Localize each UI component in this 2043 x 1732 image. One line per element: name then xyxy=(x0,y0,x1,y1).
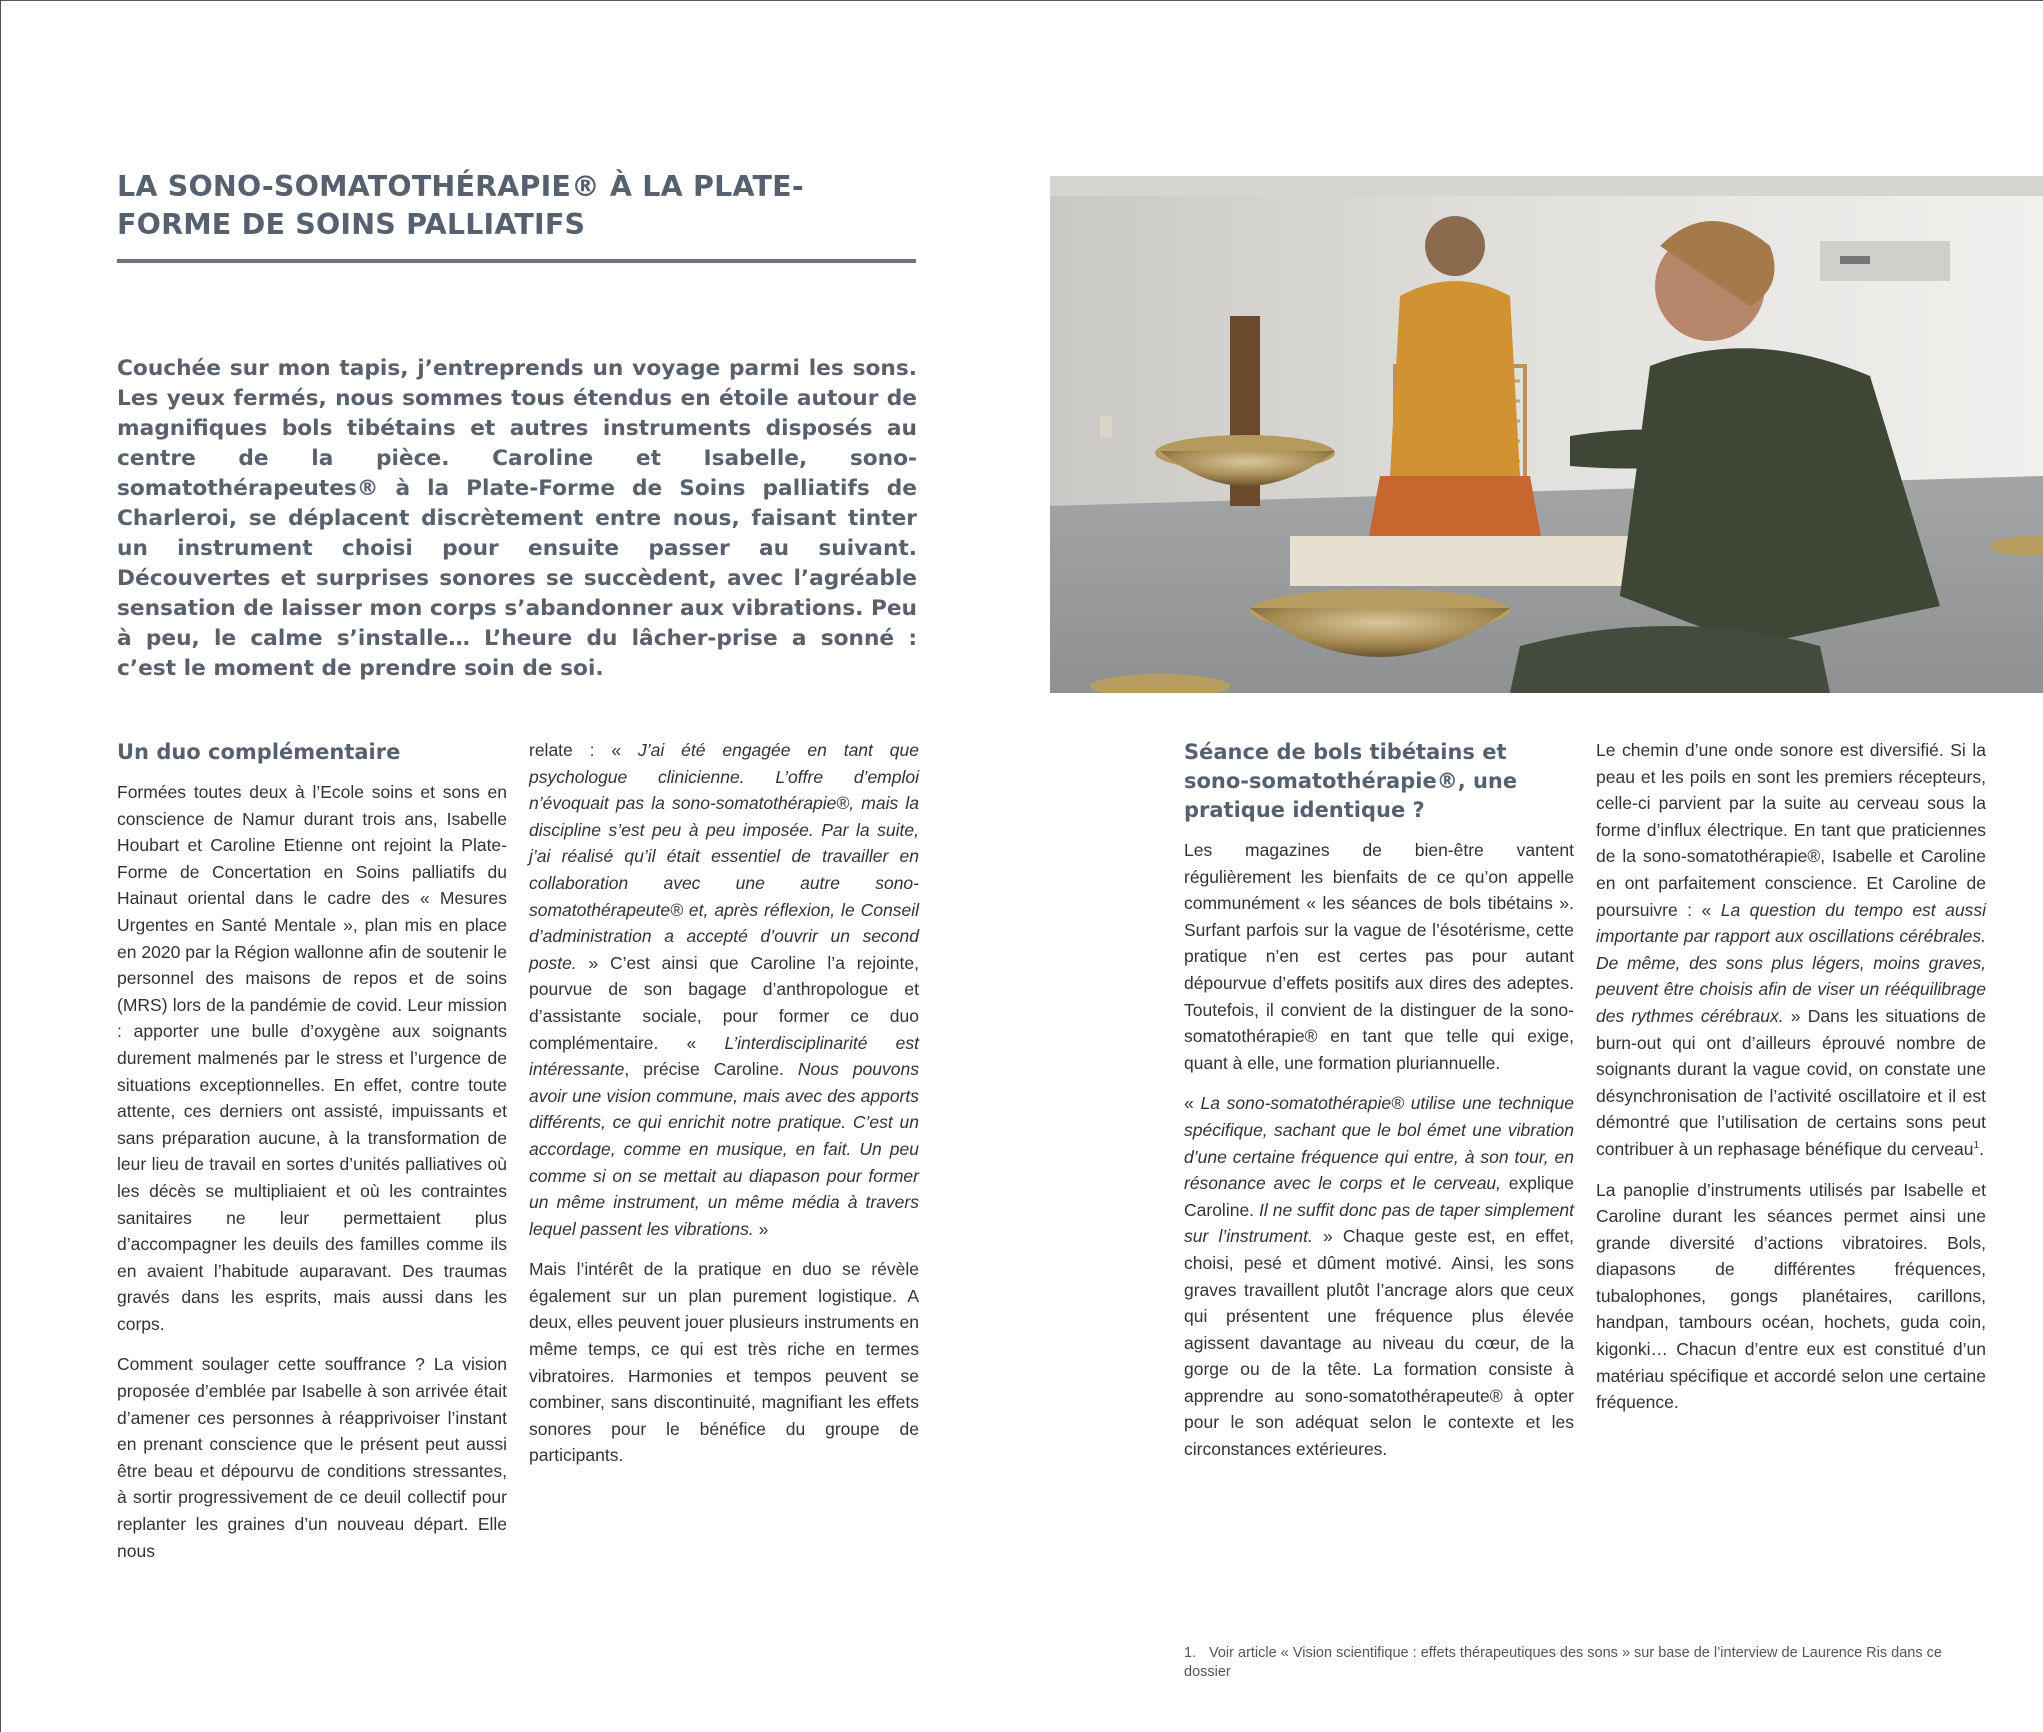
footnote-ref[interactable]: 1 xyxy=(1973,1140,1980,1152)
col4-paragraph-1 xyxy=(1596,737,1986,1163)
section-heading-seance: Séance de bols tibétains et sono-somatothérapie®, une pratique identique ? xyxy=(1184,740,1518,822)
quote-caroline-5: La question du tempo est aussi importante par rapport aux oscillations cérébrales. De même, des sons plus légers, moins graves, peuvent être choisis afin de viser un rééquilibrage des rythmes cérébraux. xyxy=(1596,899,1986,1026)
footnote-number: 1. xyxy=(1184,1645,1197,1661)
quote-caroline-3: La sono-somatothérapie® utilise une technique spécifique, sachant que le bol émet une vibration d’une certaine fréquence qui entre, à son tour, en résonance avec le corps et le cerveau, xyxy=(1184,1093,1574,1194)
col1-paragraph-1: Formées toutes deux à l’Ecole soins et sons en conscience de Namur durant trois ans, Isabelle Houbart et Caroline Etienne ont rejoint la Plate-Forme de Concertation en Soins palliatifs du Hainaut oriental dans le cadre des « Mesures Urgentes en Santé Mentale », plan mis en place en 2020 par la Région wallonne afin de soutenir le personnel des maisons de repos et de soins (MRS) lors de la pandémie de covid. Leur mission : apporter une bulle d’oxygène aux soignants durement malmenés par le stress et l’urgence de situations exceptionnelles. En effet, contre toute attente, ces derniers ont assisté, impuissants et sans préparation aucune, à la transformation de leur lieu de travail en sortes d’unités palliatives où les décès se multipliaient et où les contraintes sanitaires ne leur permettaient plus d’accompagner les deuils des familles comme ils en avaient l’habitude auparavant. Des traumas gravés dans les esprits, mais aussi dans les corps. xyxy=(117,782,507,1334)
quote-caroline-1: L’interdisciplinarité est intéressante xyxy=(529,1032,919,1080)
text-run: explique Caroline. xyxy=(1184,1173,1574,1220)
col3-paragraph-2 xyxy=(1184,1090,1574,1462)
text-run: « xyxy=(1184,1093,1201,1114)
footnote-text: Voir article « Vision scientifique : effets thérapeutiques des sons » sur base de l’interview de Laurence Ris dans ce dossier xyxy=(1184,1645,1942,1680)
text-run: » xyxy=(753,1218,769,1239)
text-run: » C’est ainsi que Caroline l’a rejointe, pourvue de son bagage d’anthropologue et d’assistante sociale, pour former ce duo complémentaire. « xyxy=(529,952,919,1053)
page-edge-top xyxy=(0,0,2043,1)
footnote xyxy=(1184,1644,1984,1682)
text-run: relate : « xyxy=(529,740,639,760)
column-3 xyxy=(1184,738,1574,1477)
text-run: . xyxy=(1979,1138,1984,1159)
col1-paragraph-2: Comment soulager cette souffrance ? La vision proposée d’emblée par Isabelle à son arrivée était d’amener ces personnes à réapprivoiser l’instant en prenant conscience que le présent peut aussi être beau et dépourvu de conditions stressantes, à sortir progressivement de ce deuil collectif pour replanter les graines d’un nouveau départ. Elle nous xyxy=(117,1354,507,1561)
quote-caroline-4: Il ne suffit donc pas de taper simplement sur l’instrument. xyxy=(1184,1199,1574,1247)
page-edge-left xyxy=(0,0,1,1732)
text-run: » Chaque geste est, en effet, choisi, pesé et dûment motivé. Ainsi, les sons graves travaillent plutôt l’ancrage alors que ceux qui présentent une fréquence plus élevée agissent davantage au niveau du cœur, de la gorge ou de la tête. La formation consiste à apprendre au sono-somatothérapeute® à opter pour le son adéquat selon le contexte et les circonstances extérieures. xyxy=(1184,1226,1574,1460)
title-underline xyxy=(117,259,916,263)
article-title: LA SONO-SOMATOTHÉRAPIE® À LA PLATE-FORME DE SOINS PALLIATIFS xyxy=(117,170,804,241)
text-run: , précise Caroline. xyxy=(624,1059,798,1080)
col3-paragraph-1: Les magazines de bien-être vantent régulièrement les bienfaits de ce qu’on appelle communément « les séances de bols tibétains ». Surfant parfois sur la vague de l’ésotérisme, cette pratique n’en est certes pas pour autant dépourvue d’effets positifs aux dires des adeptes. Toutefois, il convient de la distinguer de la sono-somatothérapie® en tant que telle qui exige, quant à elle, une formation pluriannuelle. xyxy=(1184,840,1574,1073)
text-run: Le chemin d’une onde sonore est diversifié. Si la peau et les poils en sont les premiers récepteurs, celle-ci parvient par la suite au cerveau sous la forme d’influx électrique. En tant que praticiennes de la sono-somatothérapie®, Isabelle et Caroline en ont parfaitement conscience. Et Caroline de poursuivre : « xyxy=(1596,740,1986,920)
section-heading-duo: Un duo complémentaire xyxy=(117,740,401,764)
quote-isabelle: J’ai été engagée en tant que psychologue clinicienne. L’offre d’emploi n’évoquait pas la sono-somatothérapie®, mais la discipline s’est peu à peu imposée. Par la suite, j’ai réalisé qu’il était essentiel de travailler en collaboration avec une autre sono-somatothérapeute® et, après réflexion, le Conseil d’administration a accepté d’ouvrir un second poste. xyxy=(529,740,919,973)
lead-paragraph: Couchée sur mon tapis, j’entreprends un voyage parmi les sons. Les yeux fermés, nous sommes tous étendus en étoile autour de magnifiques bols tibétains et autres instruments disposés au centre de la pièce. Caroline et Isabelle, sono-somatothérapeutes® à la Plate-Forme de Soins palliatifs de Charleroi, se déplacent discrètement entre nous, faisant tinter un instrument choisi pour ensuite passer au suivant. Découvertes et surprises sonores se succèdent, avec l’agréable sensation de laisser mon corps s’abandonner aux vibrations. Peu à peu, le calme s’installe… L’heure du lâcher-prise a sonné : c’est le moment de prendre soin de soi. xyxy=(117,356,917,681)
column-4 xyxy=(1596,737,1986,1430)
col4-paragraph-2: La panoplie d’instruments utilisés par Isabelle et Caroline durant les séances permet ainsi une grande diversité d’actions vibratoires. Bols, diapasons de différentes fréquences, tubalophones, gongs planétaires, carillons, handpan, tambours océan, hochets, guda coin, kigonki… Chacun d’entre eux est constitué d’un matériau spécifique et accordé selon une certaine fréquence. xyxy=(1596,1179,1986,1413)
column-1 xyxy=(117,738,507,1578)
photo-illustration xyxy=(1050,176,2043,693)
article-photo xyxy=(1050,176,2043,693)
text-run: » Dans les situations de burn-out qui ont d’ailleurs éprouvé nombre de soignants durant la vague covid, on constate une désynchronisation de l’activité oscillatoire et il est démontré que l’utilisation de certains sons peut contribuer à un rephasage bénéfique du cerveau xyxy=(1596,1005,1986,1159)
column-2 xyxy=(529,737,919,1483)
col2-paragraph-1 xyxy=(529,737,919,1242)
col2-paragraph-2: Mais l’intérêt de la pratique en duo se révèle également sur un plan purement logistique. A deux, elles peuvent jouer plusieurs instruments en même temps, ce qui est très riche en termes vibratoires. Harmonies et tempos peuvent se combiner, sans discontinuité, magnifiant les effets sonores pour le bénéfice du groupe de participants. xyxy=(529,1259,919,1466)
quote-caroline-2: Nous pouvons avoir une vision commune, mais avec des apports différents, ce qui enrichit notre pratique. C’est un accordage, comme en musique, en fait. Un peu comme si on se mettait au diapason pour former un même instrument, un même média à travers lequel passent les vibrations. xyxy=(529,1059,919,1239)
